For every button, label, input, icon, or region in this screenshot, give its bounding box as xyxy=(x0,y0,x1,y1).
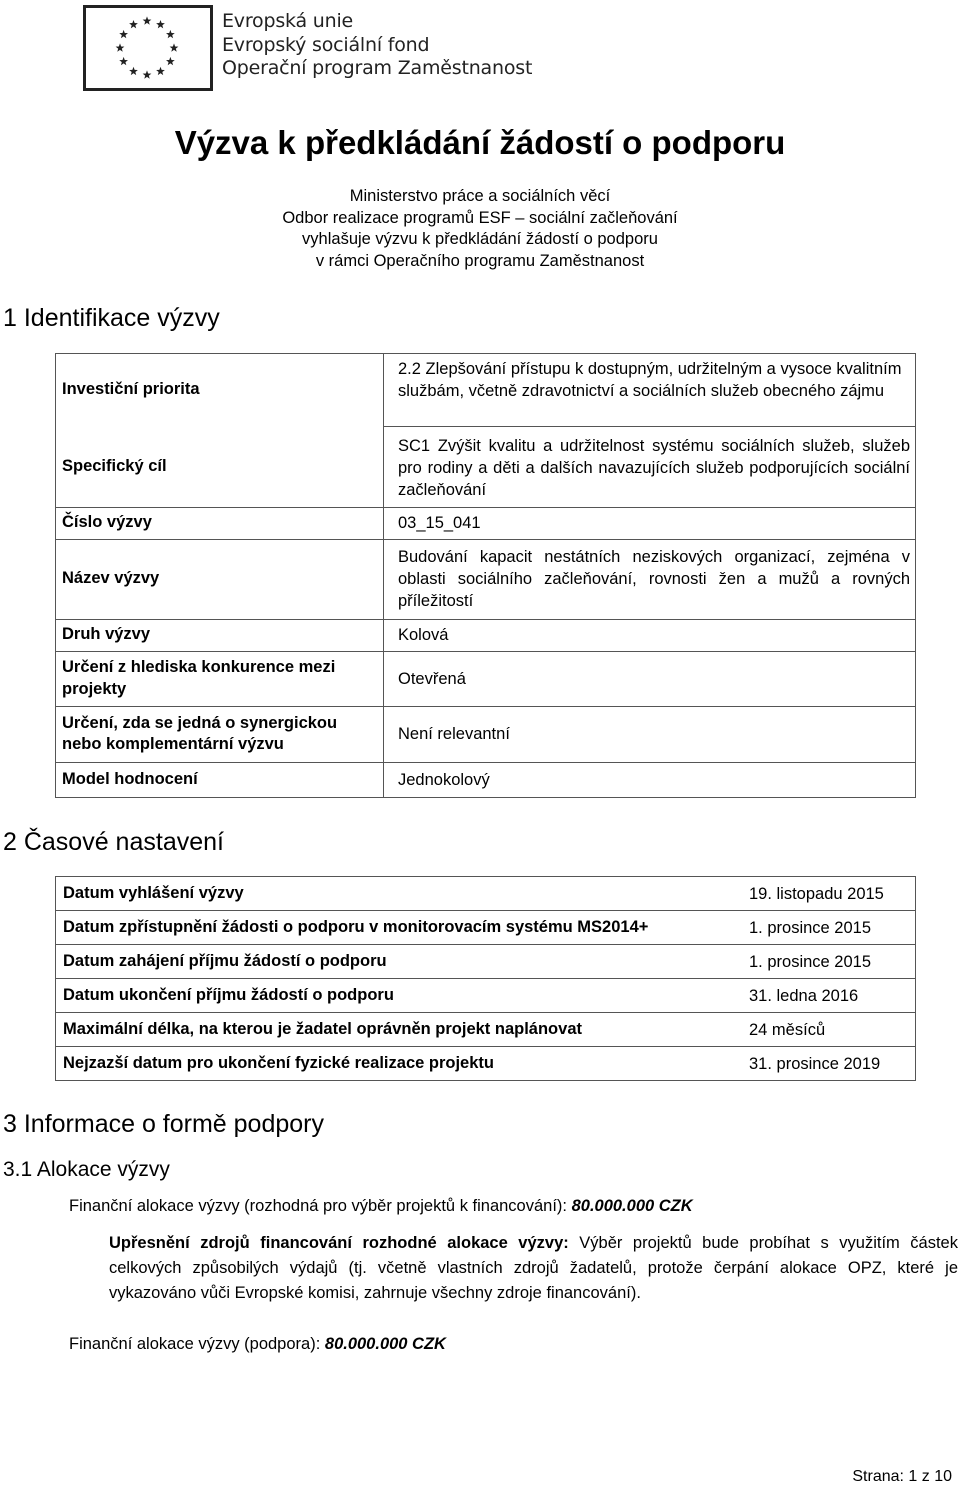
row-value: Budování kapacit nestátních neziskových organizací, zejména v oblasti sociálního začleňování, rovnosti žen a mužů a rovných příležitostí xyxy=(398,548,910,610)
intro-line: vyhlašuje výzvu k předkládání žádostí o podporu xyxy=(302,230,658,248)
table-row xyxy=(55,651,916,706)
logo-line-2: Evropský sociální fond xyxy=(222,33,430,56)
row-value: 1. prosince 2015 xyxy=(749,953,872,971)
eu-flag-logo xyxy=(83,5,213,91)
logo-line-3: Operační program Zaměstnanost xyxy=(222,57,533,79)
logo-line-1: Evropská unie xyxy=(222,10,354,32)
flag-star xyxy=(156,20,165,28)
row-label: Nejzazší datum pro ukončení fyzické realizace projektu xyxy=(63,1054,494,1072)
allocation-value: 80.000.000 CZK xyxy=(571,1197,693,1215)
page-number: Strana: 1 z 10 xyxy=(852,1468,952,1485)
row-label: Specifický cíl xyxy=(62,456,167,475)
allocation-label: Finanční alokace výzvy (rozhodná pro výběr projektů k financování): xyxy=(69,1197,567,1215)
row-label: Datum ukončení příjmu žádostí o podporu xyxy=(63,986,394,1004)
table-row xyxy=(55,353,916,426)
row-value: 24 měsíců xyxy=(749,1021,826,1039)
flag-star xyxy=(156,67,165,75)
table-row xyxy=(55,426,916,507)
row-value: 31. ledna 2016 xyxy=(749,987,859,1005)
table-row xyxy=(56,1047,915,1081)
allocation-value: 80.000.000 CZK xyxy=(324,1335,446,1353)
section-1-heading: 1 Identifikace výzvy xyxy=(3,304,220,332)
row-label: Maximální délka, na kterou je žadatel oprávněn projekt naplánovat xyxy=(63,1020,582,1038)
table-row xyxy=(56,1013,915,1047)
table-row xyxy=(55,619,916,651)
flag-star xyxy=(143,16,152,24)
row-label: Název výzvy xyxy=(62,569,160,588)
table-row xyxy=(56,945,915,979)
section-3-1-heading: 3.1 Alokace výzvy xyxy=(3,1158,170,1181)
allocation-support xyxy=(69,1332,446,1357)
timing-table xyxy=(55,876,916,1081)
table-row xyxy=(55,762,916,798)
table-row xyxy=(55,539,916,619)
table-row xyxy=(55,507,916,539)
intro-line: Odbor realizace programů ESF – sociální začleňování xyxy=(282,208,678,227)
section-2-heading: 2 Časové nastavení xyxy=(3,828,224,856)
row-label: Datum vyhlášení výzvy xyxy=(63,884,244,902)
financing-note-text: Výběr projektů bude probíhat s využitím částek celkových způsobilých výdajů (tj. včetně vlastních zdrojů žadatelů, protože čerpání alokace OPZ, které je vykazováno vůči Evropské komisi, zahrnuje všechny zdroje financování). xyxy=(109,1234,958,1302)
row-label: Model hodnocení xyxy=(62,770,198,789)
program-logo-text xyxy=(222,10,532,81)
row-value: 03_15_041 xyxy=(398,514,481,532)
document-title: Výzva k předkládání žádostí o podporu xyxy=(174,124,786,161)
row-value: 31. prosince 2019 xyxy=(749,1055,881,1073)
row-label: Datum zahájení příjmu žádostí o podporu xyxy=(63,952,387,970)
row-label: Druh výzvy xyxy=(62,625,151,644)
section-3-heading: 3 Informace o formě podpory xyxy=(3,1110,324,1138)
intro-line: v rámci Operačního programu Zaměstnanost xyxy=(315,251,645,270)
row-value: Otevřená xyxy=(398,669,466,688)
row-label: Investiční priorita xyxy=(62,379,200,398)
financing-note xyxy=(109,1231,958,1306)
flag-star xyxy=(129,20,138,28)
flag-star xyxy=(170,43,179,51)
row-value: 19. listopadu 2015 xyxy=(749,885,884,903)
eu-flag-stars-icon xyxy=(86,8,210,88)
flag-star xyxy=(116,43,125,51)
table-row xyxy=(56,877,915,911)
identification-table xyxy=(55,353,916,798)
row-label: Určení, zda se jedná o synergickou nebo komplementární výzvu xyxy=(62,713,338,753)
financing-note-label: Upřesnění zdrojů financování rozhodné alokace výzvy: xyxy=(109,1234,569,1252)
row-value: 1. prosince 2015 xyxy=(749,919,872,937)
flag-star xyxy=(166,30,175,38)
flag-star xyxy=(129,67,138,75)
row-value: Kolová xyxy=(398,626,449,644)
row-value: SC1 Zvýšit kvalitu a udržitelnost systému sociálních služeb, služeb pro rodiny a děti a dalších navazujících služeb podporujících sociální začleňování xyxy=(398,437,910,499)
flag-star xyxy=(119,30,128,38)
intro-line: Ministerstvo práce a sociálních věcí xyxy=(349,187,611,205)
allocation-label: Finanční alokace výzvy (podpora): xyxy=(69,1335,321,1353)
table-row xyxy=(56,979,915,1013)
row-value: Není relevantní xyxy=(398,725,510,743)
flag-star xyxy=(143,70,152,78)
row-value: 2.2 Zlepšování přístupu k dostupným, udržitelným a vysoce kvalitním službám, včetně zdravotnictví a sociálních služeb obecného zájmu xyxy=(398,360,902,400)
row-value: Jednokolový xyxy=(398,771,490,789)
allocation-total xyxy=(69,1194,693,1219)
table-row xyxy=(56,911,915,945)
table-row xyxy=(55,706,916,762)
row-label: Určení z hlediska konkurence mezi projekty xyxy=(62,658,336,698)
flag-star xyxy=(119,57,128,65)
intro-block xyxy=(0,186,960,272)
row-label: Číslo výzvy xyxy=(62,513,152,532)
flag-star xyxy=(166,57,175,65)
row-label: Datum zpřístupnění žádosti o podporu v monitorovacím systému MS2014+ xyxy=(63,918,649,936)
